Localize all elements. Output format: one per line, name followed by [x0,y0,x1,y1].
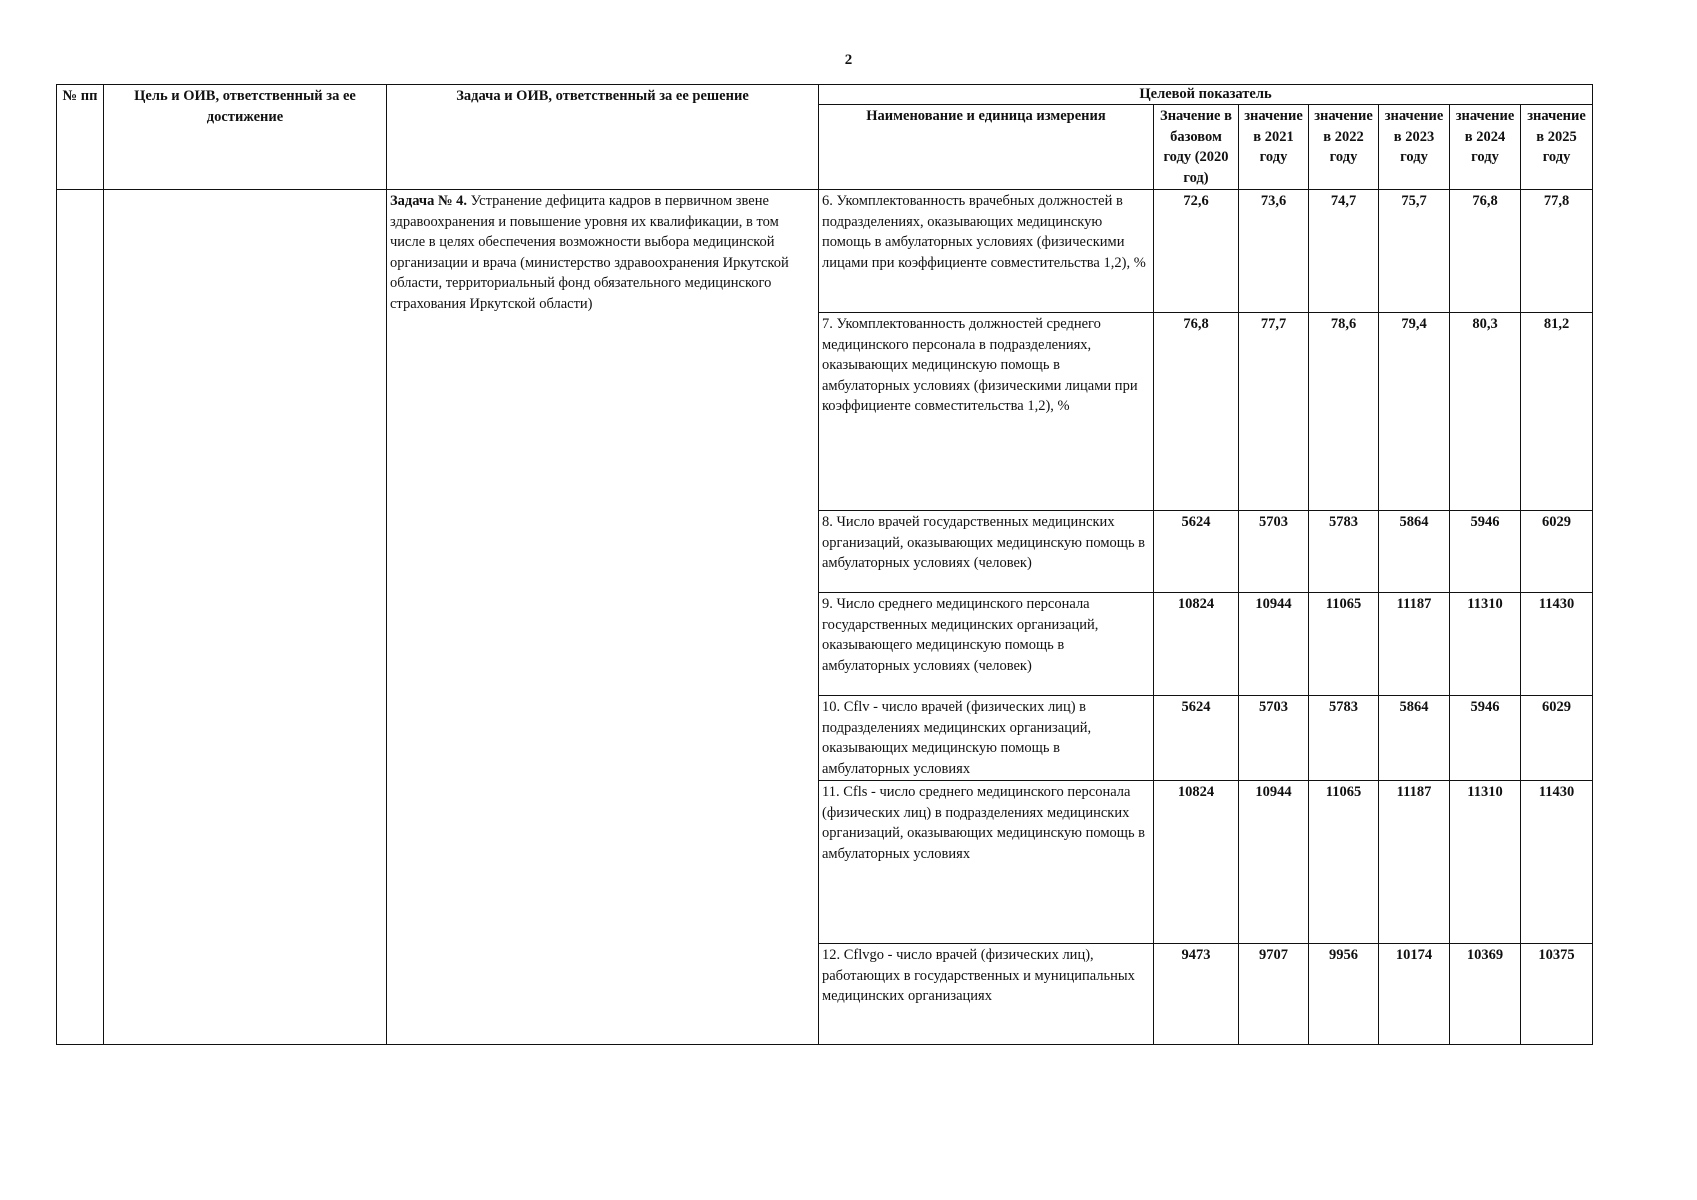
header-indicator-name: Наименование и единица измерения [819,105,1154,190]
value-2024-cell: 80,3 [1450,313,1521,511]
base-value-cell: 76,8 [1154,313,1239,511]
task-number: Задача № 4. [390,193,468,209]
value-2023-cell: 10174 [1379,944,1450,1045]
value-2025-cell: 11430 [1521,781,1593,944]
value-2021-cell: 5703 [1239,511,1309,593]
value-2022-cell: 74,7 [1309,190,1379,313]
page-number: 2 [844,52,853,68]
value-2025-cell: 11430 [1521,593,1593,696]
value-2025-cell: 81,2 [1521,313,1593,511]
header-task: Задача и ОИВ, ответственный за ее решение [387,85,819,190]
base-value-cell: 5624 [1154,696,1239,781]
value-2023-cell: 5864 [1379,696,1450,781]
target-indicators-table [56,84,1593,1045]
base-value-cell: 5624 [1154,511,1239,593]
indicator-cell: 6. Укомплектованность врачебных должностей в подразделениях, оказывающих медицинскую помощь в амбулаторных условиях (физическими лицами при коэффициенте совместительства 1,2), % [819,190,1154,313]
num-cell [57,190,104,1045]
header-target-indicator: Целевой показатель [819,85,1593,105]
header-value-2022: значение в 2022 году [1309,105,1379,190]
value-2021-cell: 73,6 [1239,190,1309,313]
value-2021-cell: 5703 [1239,696,1309,781]
value-2022-cell: 11065 [1309,593,1379,696]
base-value-cell: 10824 [1154,593,1239,696]
value-2022-cell: 5783 [1309,696,1379,781]
header-num: № пп [57,85,104,190]
indicator-cell: 12. Cflvgo - число врачей (физических лиц), работающих в государственных и муниципальных медицинских организациях [819,944,1154,1045]
header-row-1 [57,85,1593,105]
value-2024-cell: 10369 [1450,944,1521,1045]
indicator-cell: 7. Укомплектованность должностей среднего медицинского персонала в подразделениях, оказывающих медицинскую помощь в амбулаторных условиях (физическими лицами при коэффициенте совместительства 1,2), % [819,313,1154,511]
value-2023-cell: 79,4 [1379,313,1450,511]
indicator-cell: 11. Cfls - число среднего медицинского персонала (физических лиц) в подразделениях медицинских организаций, оказывающих медицинскую помощь в амбулаторных условиях [819,781,1154,944]
value-2021-cell: 10944 [1239,781,1309,944]
header-value-2021: значение в 2021 году [1239,105,1309,190]
value-2023-cell: 11187 [1379,781,1450,944]
value-2024-cell: 76,8 [1450,190,1521,313]
value-2022-cell: 5783 [1309,511,1379,593]
task-cell [387,190,819,1045]
table-header [57,85,1593,190]
value-2022-cell: 9956 [1309,944,1379,1045]
base-value-cell: 9473 [1154,944,1239,1045]
value-2025-cell: 6029 [1521,511,1593,593]
value-2022-cell: 11065 [1309,781,1379,944]
header-base-value: Значение в базовом году (2020 год) [1154,105,1239,190]
value-2025-cell: 10375 [1521,944,1593,1045]
value-2023-cell: 5864 [1379,511,1450,593]
goal-cell [104,190,387,1045]
value-2025-cell: 77,8 [1521,190,1593,313]
value-2023-cell: 11187 [1379,593,1450,696]
header-value-2023: значение в 2023 году [1379,105,1450,190]
value-2023-cell: 75,7 [1379,190,1450,313]
task-text: Устранение дефицита кадров в первичном звене здравоохранения и повышение уровня их квалификации, в том числе в целях обеспечения возможности выбора медицинской организации и врача (министерство здравоохранения Иркутской области, территориальный фонд обязательного медицинского страхования Иркутской области) [390,193,789,312]
value-2024-cell: 5946 [1450,511,1521,593]
value-2021-cell: 10944 [1239,593,1309,696]
value-2021-cell: 9707 [1239,944,1309,1045]
base-value-cell: 10824 [1154,781,1239,944]
indicator-cell: 9. Число среднего медицинского персонала государственных медицинских организаций, оказывающего медицинскую помощь в амбулаторных условиях (человек) [819,593,1154,696]
header-value-2024: значение в 2024 году [1450,105,1521,190]
value-2021-cell: 77,7 [1239,313,1309,511]
value-2024-cell: 11310 [1450,593,1521,696]
base-value-cell: 72,6 [1154,190,1239,313]
header-value-2025: значение в 2025 году [1521,105,1593,190]
value-2022-cell: 78,6 [1309,313,1379,511]
table-row [57,190,1593,313]
table-body [57,190,1593,1045]
header-goal: Цель и ОИВ, ответственный за ее достижение [104,85,387,190]
value-2024-cell: 5946 [1450,696,1521,781]
indicator-cell: 10. Cflv - число врачей (физических лиц) в подразделениях медицинских организаций, оказывающих медицинскую помощь в амбулаторных условиях [819,696,1154,781]
indicator-cell: 8. Число врачей государственных медицинских организаций, оказывающих медицинскую помощь в амбулаторных условиях (человек) [819,511,1154,593]
value-2025-cell: 6029 [1521,696,1593,781]
value-2024-cell: 11310 [1450,781,1521,944]
